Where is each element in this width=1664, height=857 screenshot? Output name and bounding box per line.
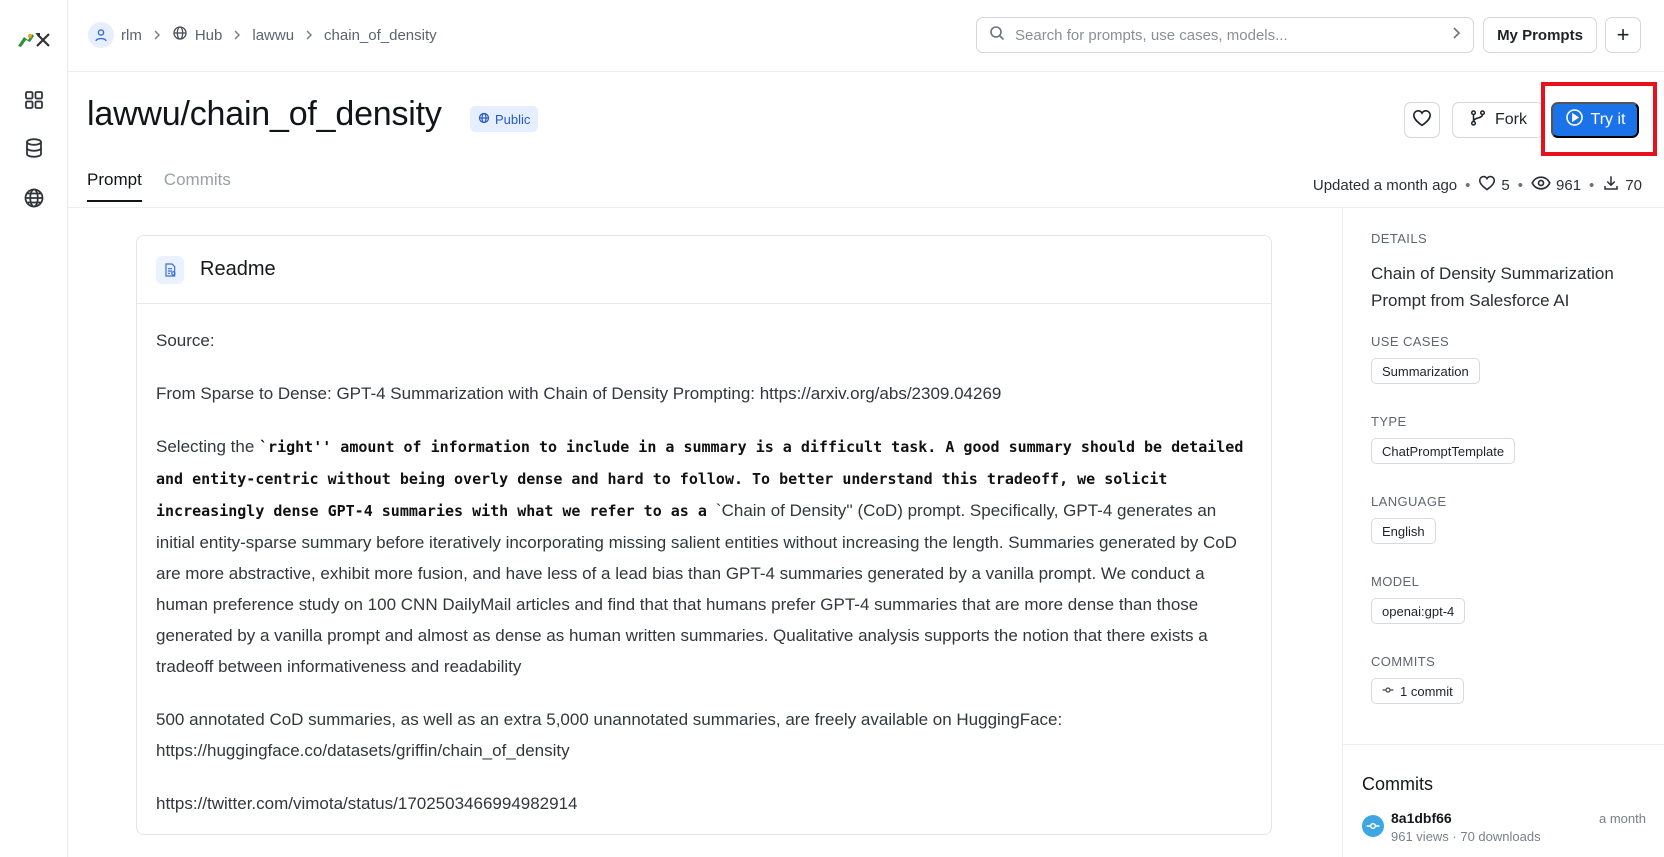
try-it-button[interactable] <box>1551 102 1639 138</box>
stat-separator: • <box>1465 176 1471 194</box>
use-case-chip[interactable]: Summarization <box>1371 358 1480 384</box>
grid-icon[interactable] <box>22 88 46 112</box>
likes-count: 5 <box>1501 176 1510 194</box>
twitter-line: https://twitter.com/vimota/status/1702503466994982914 <box>156 794 578 813</box>
breadcrumb <box>88 22 437 48</box>
model-chip: openai:gpt-4 <box>1371 598 1465 624</box>
download-icon <box>1602 174 1620 196</box>
readme-body <box>137 304 1271 819</box>
tab-bar <box>87 170 231 202</box>
type-chip: ChatPromptTemplate <box>1371 438 1515 464</box>
fork-button[interactable] <box>1452 102 1544 138</box>
my-prompts-button[interactable]: My Prompts <box>1483 17 1597 53</box>
breadcrumb-user[interactable] <box>88 22 142 48</box>
model-label: MODEL <box>1371 574 1420 589</box>
left-rail <box>0 0 68 857</box>
user-icon <box>88 22 114 48</box>
chevron-right-icon[interactable] <box>1451 26 1461 45</box>
play-circle-icon <box>1565 108 1584 132</box>
globe-icon[interactable] <box>22 186 46 210</box>
breadcrumb-owner[interactable]: lawwu <box>252 26 295 44</box>
globe-icon <box>172 25 188 45</box>
views-stat <box>1531 175 1581 195</box>
commit-avatar-icon <box>1362 815 1384 837</box>
stat-separator: • <box>1589 176 1595 194</box>
tab-prompt[interactable]: Prompt <box>87 170 142 202</box>
abstract-pre: Selecting the <box>156 437 260 456</box>
dataset-line: 500 annotated CoD summaries, as well as an extra 5,000 unannotated summaries, are freely available on HuggingFace: https://huggingface.co/datasets/griffin/chain_of_density <box>156 710 1063 760</box>
breadcrumb-hub-label: Hub <box>194 26 223 44</box>
commits-label: COMMITS <box>1371 654 1436 669</box>
app-logo-icon[interactable] <box>15 28 55 52</box>
add-button[interactable]: + <box>1605 17 1641 53</box>
chevron-right-icon <box>305 29 313 41</box>
details-panel <box>1342 208 1664 857</box>
commits-count: 1 commit <box>1400 683 1453 699</box>
globe-icon <box>478 112 490 127</box>
likes-stat <box>1478 175 1509 195</box>
downloads-count: 70 <box>1625 176 1642 194</box>
commits-heading: Commits <box>1362 774 1433 794</box>
commit-row[interactable] <box>1362 808 1646 848</box>
search-bar[interactable] <box>976 17 1474 53</box>
abstract-post: `Chain of Density'' (CoD) prompt. Specifically, GPT-4 generates an initial entity-sparse summary before iteratively incorporating missing salient entities without increasing the length. Summaries generated by CoD are more abstractive, exhibit more fusion, and have less of a lead bias than GPT-4 summaries generated by a vanilla prompt. We conduct a human preference study on 100 CNN DailyMail articles and find that that humans prefer GPT-4 summaries that are more dense than those generated by a vanilla prompt and almost as dense as human written summaries. Qualitative analysis supports the notion that there exists a tradeoff between informativeness and readability <box>156 501 1237 676</box>
heart-icon <box>1412 109 1432 131</box>
search-icon <box>989 25 1005 46</box>
page-title: lawwu/chain_of_density <box>87 95 442 133</box>
readme-card <box>136 235 1272 835</box>
visibility-badge <box>470 106 538 132</box>
downloads-stat <box>1602 174 1642 196</box>
stat-separator: • <box>1517 176 1524 194</box>
chevron-right-icon <box>153 29 161 41</box>
database-icon[interactable] <box>22 136 46 160</box>
tab-commits[interactable]: Commits <box>163 170 231 189</box>
search-input[interactable] <box>1015 27 1451 44</box>
chevron-right-icon <box>233 29 241 41</box>
commit-time: a month <box>1599 811 1646 826</box>
eye-icon <box>1531 175 1551 195</box>
commit-hash[interactable]: 8a1dbf66 <box>1391 810 1452 826</box>
readme-header <box>137 236 1271 304</box>
breadcrumb-hub[interactable] <box>172 25 223 45</box>
panel-divider <box>1343 744 1664 745</box>
language-label: LANGUAGE <box>1371 494 1447 509</box>
top-bar <box>68 0 1664 72</box>
updated-text: Updated a month ago <box>1312 176 1458 194</box>
use-cases-label: USE CASES <box>1371 334 1450 349</box>
breadcrumb-user-label: rlm <box>121 26 142 44</box>
paper-line: From Sparse to Dense: GPT-4 Summarization with Chain of Density Prompting: https://arxiv.org/abs/2309.04269 <box>156 384 1002 403</box>
fork-label: Fork <box>1495 111 1527 128</box>
heart-icon <box>1478 175 1496 195</box>
type-label: TYPE <box>1371 414 1407 429</box>
commit-meta: 961 views · 70 downloads <box>1391 829 1541 844</box>
views-count: 961 <box>1556 176 1582 194</box>
document-icon <box>156 256 184 284</box>
source-label: Source: <box>156 331 215 350</box>
repo-stats <box>1313 174 1642 196</box>
try-it-label: Try it <box>1590 111 1626 128</box>
details-label: DETAILS <box>1371 231 1428 246</box>
like-button[interactable] <box>1404 102 1440 138</box>
commit-icon <box>1382 684 1394 699</box>
breadcrumb-repo[interactable]: chain_of_density <box>324 26 437 44</box>
visibility-label: Public <box>495 111 531 127</box>
abstract-code: `right'' amount of information to include in a summary is a difficult task. A good summary should be detailed and entity-centric without being overly dense and hard to follow. To better understand this tradeoff, we solicit increasingly dense GPT-4 summaries with what we refer to as a <box>156 438 1244 520</box>
language-chip: English <box>1371 518 1436 544</box>
readme-title: Readme <box>200 258 276 280</box>
abstract-paragraph <box>156 431 1252 682</box>
fork-icon <box>1469 109 1487 132</box>
details-description: Chain of Density Summarization Prompt from Salesforce AI <box>1371 264 1614 310</box>
commits-chip[interactable] <box>1371 678 1464 704</box>
